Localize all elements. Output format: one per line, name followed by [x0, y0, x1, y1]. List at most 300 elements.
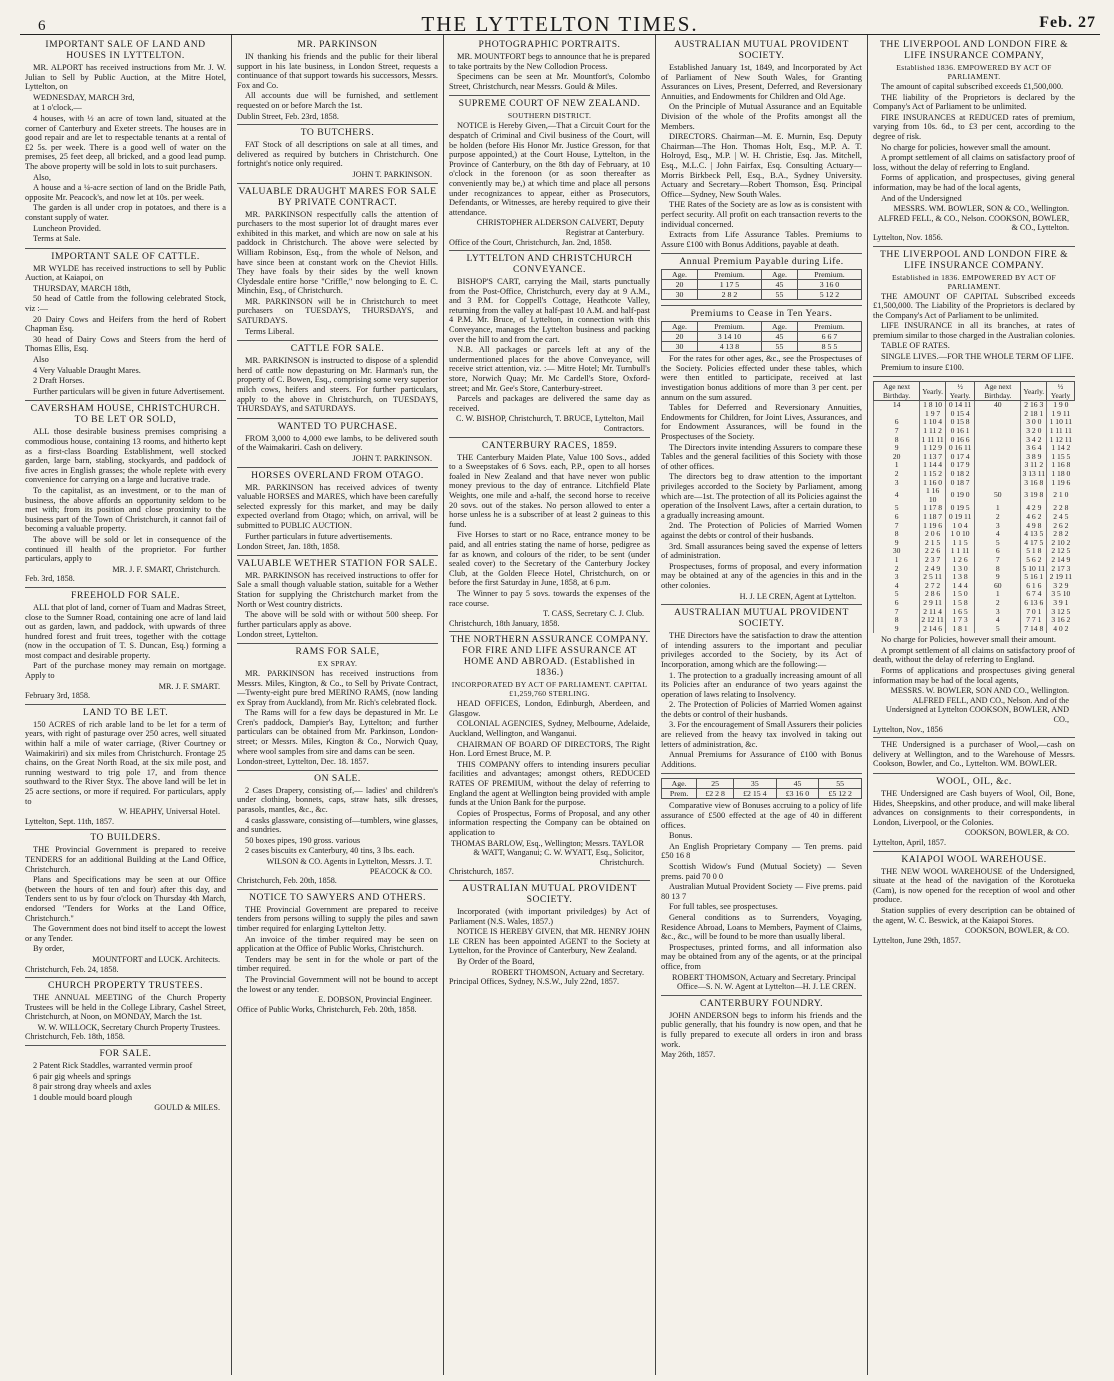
ad-body: [237, 52, 438, 111]
ad-date: May 26th, 1857.: [661, 1050, 716, 1060]
ad-title: CANTERBURY RACES, 1859.: [481, 439, 618, 451]
table-cell: 1: [874, 556, 920, 565]
table-cell: 2: [975, 513, 1021, 522]
table-cell: 7: [874, 522, 920, 531]
ad-paragraph: An English Proprietary Company — Ten prems. paid £50 16 8: [661, 841, 862, 861]
advertisement: [661, 254, 862, 306]
ad-signature: JOHN T. PARKINSON.: [352, 169, 432, 179]
ad-body: [237, 356, 438, 414]
table-row: [662, 280, 862, 290]
table-cell: 7 14 8: [1021, 625, 1047, 634]
table-header: Yearly.: [1021, 382, 1047, 401]
table-row: [874, 616, 1075, 625]
advertisement: [237, 184, 438, 342]
ad-paragraph: Annual Premiums for Assurance of £100 with Bonus Additions.: [661, 750, 862, 769]
advertisement: [237, 419, 438, 468]
table-cell: 9: [874, 444, 920, 453]
table-row: [874, 436, 1075, 445]
ad-paragraph: 2 Cases Drapery, consisting of,— ladies' and children's under clothing, bonnets, caps, straw hats, silk dresses, parasols, mantles, &c., &c.: [237, 785, 438, 815]
table-cell: 4 17 5: [1021, 539, 1047, 548]
ad-paragraph: CHAIRMAN OF BOARD OF DIRECTORS, The Right Hon. Lord Ernest Bruce, M. P.: [449, 739, 650, 759]
table-cell: 1 17 5: [697, 280, 761, 290]
ad-title: CATTLE FOR SALE.: [290, 343, 385, 355]
table-cell: 2 9 11: [920, 599, 946, 608]
ad-signature: MESSRS. W. BOWLER, SON AND CO., Wellington. ALFRED FELL, AND CO., Nelson. And of the Undersigned at Lyttelton COOKSON, BOWLER, AND CO.,: [885, 686, 1069, 725]
ad-paragraph: The directors beg to draw attention to the important privileges accorded to the Society by Parliament, among which are—1st. The protection of all its Policies against the operation of the Insolvent Laws, after a certain duration, to a gradually increasing amount.: [661, 472, 862, 520]
table-cell: 2: [874, 470, 920, 479]
table-row: [874, 547, 1075, 556]
ad-date: February 3rd, 1858.: [25, 691, 91, 701]
table-cell: 1 19 6: [1047, 479, 1075, 488]
ad-paragraph: All accounts due will be furnished, and settlement requested on or before March the 1st.: [237, 91, 438, 110]
table-cell: 1: [975, 590, 1021, 599]
ad-body: [449, 699, 650, 837]
ad-signature: COOKSON, BOWLER, & CO.: [964, 926, 1069, 936]
ad-paragraph: On the Principle of Mutual Assurance and an Equitable Division of the whole of the Profits amongst all the Members.: [661, 102, 862, 131]
table-cell: £2 15 4: [734, 789, 777, 799]
ad-body: [237, 786, 438, 856]
table-cell: 1 18 7: [920, 513, 946, 522]
table-cell: 1: [975, 504, 1021, 513]
ad-paragraph: The amount of capital subscribed exceeds £1,500,000.: [881, 82, 1064, 91]
premium-table: [661, 778, 862, 799]
ad-title: LYTTELTON AND CHRISTCHURCH CONVEYANCE.: [466, 253, 633, 276]
ad-paragraph: THE liability of the Proprietors is declared by the Company's Act of Parliament to be unlimited.: [873, 92, 1075, 112]
ad-paragraph: By order,: [33, 944, 65, 954]
table-cell: 3 16 2: [1047, 616, 1075, 625]
ad-signature: T. CASS, Secretary C. J. Club.: [543, 609, 644, 619]
table-cell: 5 10 11: [1022, 563, 1046, 573]
ad-body: [873, 867, 1075, 926]
issue-date: Feb. 27: [1039, 14, 1096, 31]
ad-body: [237, 905, 438, 994]
ad-paragraph: 150 ACRES of rich arable land to be let for a term of years, with right of pasturage over 250 acres, well situated within half a mile of water carriage, (River Courtney or Waimakiriri) and six miles from Christchurch. Frontage 25 chains, on the Great North Road, at the six mile post, and running westward to trig pole 17, and from thence southward to the River Styx. The above land will be let in 25 acre sections, or more if required. For particulars, apply to: [25, 719, 226, 806]
ad-title: Annual Premium Payable during Life.: [679, 256, 844, 268]
ad-paragraph: Comparative view of Bonuses accruing to a policy of life assurance of £500 effected at the age of 40 in different offices.: [661, 801, 862, 830]
ad-signature: C. W. BISHOP, Christchurch, T. BRUCE, Lyttelton, Mail Contractors.: [455, 414, 644, 433]
advertisement: [873, 37, 1075, 247]
ad-body: [661, 354, 862, 590]
masthead: [20, 6, 1100, 35]
ad-paragraph: A prompt settlement of all claims on satisfactory proof of death, without the delay of referring to England.: [873, 645, 1075, 665]
ad-body: [237, 210, 438, 337]
table-cell: 60: [975, 582, 1021, 591]
table-cell: 2 7 2: [920, 582, 946, 591]
table-cell: [975, 453, 1021, 462]
ad-paragraph: 2 Draft Horses.: [33, 376, 85, 386]
ad-title: PHOTOGRAPHIC PORTRAITS.: [478, 39, 621, 50]
ad-paragraph: No charge for policies, however small the amount.: [881, 142, 1051, 152]
table-cell: 7: [874, 608, 920, 617]
table-row: [662, 332, 862, 342]
ad-paragraph: MR. ALPORT has received instructions from Mr. J. W. Julian to Sell by Public Auction, at the Mitre Hotel, Lyttelton, on: [25, 63, 226, 92]
advertisement: [449, 881, 650, 990]
table-row: [874, 487, 1075, 504]
ad-paragraph: THURSDAY, MARCH 18th,: [33, 283, 131, 293]
ad-paragraph: MR. PARKINSON has received instructions from Messrs. Miles, Kington, & Co., to Sell by Private Contract, —Twenty-eight pure bred MERINO RAMS, (now landing ex Spray from Auckland), from Mr. Rich's celebrated flock.: [237, 668, 438, 707]
table-cell: 55: [761, 342, 797, 352]
ad-paragraph: To the capitalist, as an investment, or to the man of business, the above affords an opportunity seldom to be met with; from its position and close proximity to the business part of the Town of Christchurch, it cannot fail of becoming a valuable property.: [25, 485, 226, 534]
table-cell: [975, 418, 1021, 427]
table-cell: 2: [874, 565, 920, 574]
table-cell: 8: [975, 565, 1021, 574]
advertisement: [237, 341, 438, 419]
ad-body: [25, 1061, 226, 1102]
table-cell: 0 17 9: [945, 461, 974, 470]
ad-paragraph: TABLE OF RATES.: [881, 341, 950, 351]
table-cell: 3 8 9: [1021, 453, 1047, 462]
ad-title: THE LIVERPOOL AND LONDON FIRE & LIFE INSURANCE COMPANY.: [879, 248, 1069, 271]
ad-paragraph: By Order of the Board,: [457, 956, 535, 966]
table-cell: 3: [874, 479, 920, 488]
ad-body: [449, 907, 650, 967]
advertisement: [661, 306, 862, 605]
ad-date: Christchurch, Feb. 18th, 1858.: [25, 1032, 125, 1042]
advertisement: [873, 774, 1075, 852]
table-cell: 1 4 4: [945, 582, 974, 591]
advertisement: [449, 632, 650, 881]
table-cell: 7 7 1: [1021, 616, 1047, 625]
table-cell: 1 16 10: [920, 487, 946, 504]
ad-paragraph: An invoice of the timber required may be seen on application at the Office of Public Works, Christchurch.: [237, 934, 438, 954]
ad-body: [873, 292, 1075, 373]
table-cell: 2 8 2: [697, 290, 761, 300]
ad-date: Christchurch, Feb. 20th, 1858.: [237, 876, 337, 886]
table-cell: 6 1 6: [1021, 582, 1047, 591]
ad-paragraph: 50 head of Cattle from the following celebrated Stock, viz :—: [25, 294, 226, 314]
ad-date: Office of the Court, Christchurch, Jan. 2nd, 1858.: [449, 237, 612, 247]
table-cell: 2 12 11: [921, 615, 944, 625]
ad-paragraph: Copies of Prospectus, Forms of Proposal, and any other information respecting the Company can be obtained on application to: [449, 808, 650, 837]
ad-signature: H. J. LE CREN, Agent at Lyttelton.: [739, 591, 856, 601]
ad-signature: WILSON & CO. Agents in Lyttelton, Messrs. J. T. PEACOCK & CO.: [266, 857, 432, 876]
table-cell: 3 6 4: [1021, 444, 1047, 453]
table-cell: 2 16 3: [1021, 401, 1047, 410]
table-cell: 2 10 2: [1047, 539, 1075, 548]
table-cell: 5: [874, 504, 920, 513]
ad-paragraph: MR WYLDE has received instructions to sell by Public Auction, at Kaiapoi, on: [25, 263, 226, 283]
table-cell: 1 10 4: [920, 418, 946, 427]
advertisement: [237, 890, 438, 1018]
table-cell: 3 9 1: [1047, 599, 1075, 608]
table-cell: 0 15 4: [945, 410, 974, 419]
ad-date: Lyttelton, Nov. 1856.: [873, 232, 943, 242]
table-cell: 30: [662, 290, 698, 300]
table-cell: 2 18 1: [1021, 410, 1047, 419]
table-cell: 1 5 8: [945, 599, 974, 608]
table-cell: 1 8 10: [920, 401, 946, 410]
ad-title: MR. PARKINSON: [297, 39, 378, 50]
table-cell: 1 9 11: [1047, 410, 1075, 419]
ad-body: [449, 453, 650, 609]
ad-paragraph: 6 pair gig wheels and springs: [33, 1071, 131, 1081]
table-cell: 4: [975, 530, 1021, 539]
table-cell: 0 19 0: [945, 487, 974, 504]
table-cell: 55: [761, 290, 797, 300]
ad-paragraph: Also,: [33, 172, 51, 182]
table-cell: 3 16 8: [1021, 479, 1047, 488]
ad-paragraph: at 1 o'clock,—: [33, 103, 82, 113]
table-cell: 1 13 7: [920, 453, 946, 462]
ad-signature: ROBERT THOMSON, Actuary and Secretary. Principal Office—S. N. W. Agent at Lyttelton—H. J. LE CREN.: [671, 972, 856, 992]
table-cell: 1 1 5: [945, 539, 974, 548]
ad-paragraph: The above will be sold or let in consequence of the continued ill health of the proprietor. For further particulars, apply to: [25, 534, 226, 564]
ad-title: AUSTRALIAN MUTUAL PROVIDENT SOCIETY.: [674, 607, 849, 630]
ad-paragraph: Forms of application, and prospectuses, giving general information, may be had of the local agents,: [873, 173, 1075, 192]
table-row: [874, 590, 1075, 599]
table-cell: 1 0 10: [945, 530, 974, 539]
table-cell: 1 0 4: [945, 522, 974, 531]
table-cell: 2 4 5: [1047, 513, 1075, 522]
columns: [20, 35, 1100, 1375]
ad-date: London street, Lyttelton.: [237, 630, 318, 640]
table-cell: 5 16 1: [1021, 573, 1047, 582]
table-cell: 1 11 2: [920, 427, 946, 436]
ad-title: TO BUILDERS.: [90, 832, 161, 844]
ad-paragraph: 3. For the encouragement of Small Assurers their policies are relieved from the heavy tax involved in taking out letters of administration, &c.: [661, 720, 862, 749]
advertisement: [873, 247, 1075, 378]
table-cell: 1 9 0: [1047, 401, 1075, 410]
table-row: [874, 513, 1075, 522]
ad-paragraph: The Rams will for a few days be depastured in Mr. Le Cren's paddock, Dampier's Bay, Lyttelton; and further particulars can be obtained from Mr. Parkinson, London-street; or Messrs. Miles, Kington & Co., Norwich Quay, where wool samples from sire and dams can be seen.: [237, 708, 438, 756]
ad-paragraph: Further particulars in future advertisements.: [245, 531, 393, 541]
advertisement: [25, 37, 226, 249]
table-cell: [975, 427, 1021, 436]
ad-title: THE LIVERPOOL AND LONDON FIRE & LIFE INSURANCE COMPANY,: [879, 39, 1069, 61]
table-cell: [975, 444, 1021, 453]
table-cell: 3 2 9: [1047, 582, 1075, 591]
ad-subtitle: EX SPRAY.: [317, 658, 358, 668]
ad-signature: MR. J. F. SMART.: [158, 681, 220, 691]
advertisement: [661, 774, 862, 995]
ad-paragraph: NOTICE IS HEREBY GIVEN, that MR. HENRY JOHN LE CREN has been appointed AGENT to the Society at Lyttelton, for the Province of Canterbury, New Zealand.: [449, 927, 650, 956]
table-cell: 2 4 9: [920, 565, 946, 574]
advertisement: [661, 37, 862, 254]
advertisement: [25, 978, 226, 1046]
advertisement: [25, 830, 226, 978]
ad-body: [661, 63, 862, 249]
ad-body: [873, 789, 1075, 827]
ad-paragraph: 2nd. The Protection of Policies of Married Women against the debts or control of their husbands.: [661, 521, 862, 540]
ad-paragraph: NOTICE is Hereby Given,—That a Circuit Court for the despatch of Criminal and Civil business of the Court, will be holden (before His Honor Mr. Justice Gresson, for that purpose appointed,) at the Court House, Lyttelton, in the Province of Canterbury, on the 8th day of February, at 10 o'clock in the forenoon (or as soon thereafter as conveniently may be,) at which time and place all persons under recognizances to appear, either as Prosecutors, Defendants, or Witnesses, are hereby required to give their attendance.: [449, 121, 650, 217]
ad-paragraph: Parcels and packages are delivered the same day as received.: [449, 394, 650, 413]
table-header: Premium.: [697, 270, 761, 280]
table-cell: 5: [975, 539, 1021, 548]
table-cell: 2 14 9: [1047, 556, 1075, 565]
ad-paragraph: Terms at Sale.: [33, 234, 81, 244]
ad-paragraph: Forms of applications and prospectuses giving general information may be had of the local agents,: [873, 666, 1075, 685]
ad-paragraph: FROM 3,000 to 4,000 ewe lambs, to be delivered south of the Waimakariri. Cash on delivery.: [237, 433, 438, 453]
ad-paragraph: Station supplies of every description can be obtained of the agent, W. C. Beswick, at the Kaiapoi Stores.: [873, 905, 1075, 925]
table-cell: 1 9 7: [920, 410, 946, 419]
ad-paragraph: MR. PARKINSON has received advices of twenty valuable HORSES and MARES, which have been carefully selected expressly for this market, and may be daily expected overland from Otago; which, on arrival, will be submitted to PUBLIC AUCTION.: [237, 482, 438, 530]
ad-paragraph: 4 casks glassware, consisting of—tumblers, wine glasses, and sundries.: [237, 815, 438, 835]
table-cell: 3 0 0: [1021, 418, 1047, 427]
ad-body: [237, 434, 438, 453]
table-cell: £2 2 8: [697, 789, 734, 799]
ad-title: Premiums to Cease in Ten Years.: [690, 308, 833, 320]
table-header: Yearly.: [920, 382, 946, 401]
ad-paragraph: 20 Dairy Cows and Heifers from the herd of Robert Chapman Esq.: [25, 314, 226, 334]
ad-signature: MOUNTFORT and LUCK. Architects.: [92, 954, 220, 964]
ad-date: London Street, Jan. 18th, 1858.: [237, 542, 340, 552]
table-cell: 1 10 11: [1047, 418, 1075, 427]
ad-body: [25, 845, 226, 954]
table-cell: 4 9 8: [1021, 522, 1047, 531]
table-cell: 3: [874, 573, 920, 582]
table-cell: 1 3 8: [945, 573, 974, 582]
table-cell: 9: [975, 573, 1021, 582]
ad-signature: W. HEAPHY, Universal Hotel.: [118, 807, 220, 817]
table-cell: 2 8 2: [1047, 530, 1075, 539]
ad-date: Christchurch, Feb. 24, 1858.: [25, 964, 119, 974]
ad-paragraph: 50 boxes pipes, 190 gross. various: [245, 835, 361, 845]
premium-table: [661, 321, 862, 352]
ad-body: [237, 483, 438, 542]
ad-paragraph: THE Provincial Government is prepared to receive TENDERS for an additional Building at the Land Office, Christchurch.: [25, 845, 226, 874]
ad-signature: E. DOBSON, Provincial Engineer.: [318, 995, 432, 1005]
ad-paragraph: Incorporated (with important priviledges) by Act of Parliament (N.S. Wales, 1857.): [449, 906, 650, 926]
advertisement: [237, 556, 438, 644]
ad-paragraph: A prompt settlement of all claims on satisfactory proof of loss, without the delay of referring to England.: [873, 153, 1075, 172]
table-header: Premium.: [697, 322, 761, 332]
ad-date: Principal Offices, Sydney, N.S.W., July 22nd, 1857.: [449, 977, 620, 987]
ad-body: [661, 1011, 862, 1049]
table-header: Age.: [761, 322, 797, 332]
advertisement: [237, 644, 438, 771]
table-cell: 4 13 5: [1021, 530, 1047, 539]
table-cell: 2 19 11: [1047, 573, 1075, 582]
ad-body: [661, 631, 862, 769]
table-cell: 4: [874, 582, 920, 591]
ad-body: [661, 801, 862, 971]
table-cell: 2 6 2: [1047, 522, 1075, 531]
ad-paragraph: Further particulars will be given in future Advertisement.: [33, 386, 225, 396]
table-header: 35: [734, 779, 777, 789]
table-row: [874, 625, 1075, 634]
ad-body: [449, 52, 650, 91]
ad-paragraph: LIFE INSURANCE in all its branches, at rates of premium similar to those charged in the Australian colonies.: [873, 321, 1075, 340]
ad-paragraph: Established January 1st, 1849, and Incorporated by Act of Parliament of New South Wales, for Granting Assurances on Lives, Present, Deferred, and Reversionary Annuities, and Endowments for Children and Old Age.: [661, 63, 862, 101]
table-cell: 2: [975, 599, 1021, 608]
ad-title: SUPREME COURT OF NEW ZEALAND.: [458, 98, 641, 110]
ad-paragraph: Bonus.: [669, 831, 693, 841]
ad-paragraph: MR. MOUNTFORT begs to announce that he is prepared to take portraits by the New Collodion Process.: [449, 52, 650, 71]
ad-paragraph: JOHN ANDERSON begs to inform his friends and the public generally, that his foundry is now open, and that he is fully prepared to execute all orders in iron and brass work.: [661, 1010, 862, 1049]
ad-body: [237, 669, 438, 756]
ad-title: IMPORTANT SALE OF LAND AND HOUSES IN LYTTELTON.: [45, 39, 206, 61]
ad-paragraph: THE Directors have the satisfaction to draw the attention of intending assurers to the important and peculiar privileges accorded to the Society, by its Act of Incorporation, among which are the following:—: [661, 631, 862, 669]
table-cell: 0 19 11: [945, 513, 974, 522]
column-1: [20, 35, 232, 1375]
table-cell: 2 0 6: [920, 530, 946, 539]
ad-paragraph: 2. The Protection of Policies of Married Women against the debts or control of their husbands.: [661, 700, 862, 719]
advertisement: [25, 401, 226, 588]
ad-paragraph: FAT Stock of all descriptions on sale at all times, and delivered as required by butchers in Christchurch. One fortnight's notice only required.: [237, 140, 438, 169]
table-row: [874, 401, 1075, 410]
table-cell: 2 17 3: [1047, 565, 1075, 574]
ad-subtitle: Established in 1836. EMPOWERED BY ACT OF PARLIAMENT.: [891, 272, 1057, 291]
ad-paragraph: ALL those desirable business premises comprising a commodious house, containing 13 rooms, and hitherto kept as a first-class Boarding Establishment, well stocked garden, large barn, stabling, stockyards, and paddock of five acres in English grasses; the whole replete with every convenience for carrying on a large and lucrative trade.: [25, 427, 226, 485]
ad-paragraph: The above will be sold with or without 500 sheep. For further particulars apply as above.: [237, 610, 438, 629]
table-cell: 1: [874, 461, 920, 470]
ad-paragraph: Plans and Specifications may be seen at our Office (between the hours of ten and four) after this day, and Tenders sent to us by four o'clock on Thursday 4th March, endorsed "Tenders for Works at the Land Office, Christchurch.": [25, 875, 226, 923]
ad-body: [237, 571, 438, 630]
ad-signature: COOKSON, BOWLER, & CO.: [964, 828, 1069, 838]
table-cell: 1 8 1: [945, 625, 974, 634]
table-row: [874, 582, 1075, 591]
ad-paragraph: 2 Patent Rick Staddles, warranted vermin proof: [33, 1061, 193, 1071]
table-cell: 2 1 0: [1047, 487, 1075, 504]
table-cell: 1 16 8: [1047, 461, 1075, 470]
ad-paragraph: Also: [33, 355, 49, 365]
ad-title: NOTICE TO SAWYERS AND OTHERS.: [249, 891, 426, 903]
page-number: 6: [38, 18, 46, 34]
ad-paragraph: 1 double mould board plough: [33, 1092, 133, 1102]
advertisement: [661, 996, 862, 1063]
ad-date: Lyttelton, April, 1857.: [873, 837, 947, 847]
table-cell: 3 4 2: [1021, 436, 1047, 445]
table-cell: £3 16 0: [776, 789, 819, 799]
ad-paragraph: BISHOP'S CART, carrying the Mail, starts punctually from the Post-Office, Christchurch, every day at 9 A.M., and 3 P.M. for Coppell's Cottage, Heathcote Valley, returning from the valley at half-past 10 A.M. and half-past 4 P.M. Mr. Bruce, of Lyttelton, in connection with this Conveyance, manages the Lyttelton business and packing over the hill to and from the cart.: [449, 277, 650, 344]
table-cell: [975, 461, 1021, 470]
table-cell: 4: [975, 616, 1021, 625]
advertisement: [873, 852, 1075, 949]
table-cell: 9: [874, 625, 920, 634]
table-cell: 4: [874, 487, 920, 504]
ad-paragraph: A house and a ¼-acre section of land on the Bridle Path, opposite Mr. Peacock's, and now let at 10s. per week.: [25, 183, 226, 202]
ad-paragraph: THE ANNUAL MEETING of the Church Property Trustees will be held in the College Library, Cashel Street, Christchurch, at Noon, on MONDAY, March the 1st.: [25, 993, 226, 1022]
ad-paragraph: No charge for Policies, however small their amount.: [881, 635, 1056, 645]
ad-body: [25, 427, 226, 563]
ad-title: WANTED TO PURCHASE.: [277, 420, 398, 432]
table-cell: 1 14 2: [1047, 444, 1075, 453]
table-header: ½ Yearly: [1047, 382, 1075, 401]
table-cell: 6: [874, 599, 920, 608]
table-cell: 8 5 5: [797, 342, 861, 352]
ad-signature: CHRISTOPHER ALDERSON CALVERT, Deputy Registrar at Canterbury.: [476, 218, 644, 237]
table-cell: 3 14 10: [697, 332, 761, 342]
table-cell: 1 11 11: [1047, 427, 1075, 436]
ad-paragraph: Five Horses to start or no Race, entrance money to be paid, and all entries stating the name of horse, pedigree as far as known, and colours of the rider, to be sent (under sealed cover) to the Secretary of the Canterbury Jockey Club, at the Golden Fleece Hotel, Christchurch, on or before the first Saturday in June, 1858, at 6 p.m.: [449, 530, 650, 588]
table-row: [874, 539, 1075, 548]
table-cell: 30: [662, 342, 698, 352]
table-cell: 8: [874, 530, 920, 539]
table-row: [874, 565, 1075, 574]
table-row: [662, 290, 862, 300]
ad-title: THE NORTHERN ASSURANCE COMPANY. FOR FIRE AND LIFE ASSURANCE AT HOME AND ABROAD. (Established in 1836.): [450, 634, 649, 679]
table-cell: 1 15 2: [920, 470, 946, 479]
ad-paragraph: Premium to insure £100.: [881, 362, 964, 372]
table-cell: 50: [975, 487, 1021, 504]
table-cell: 7: [975, 556, 1021, 565]
table-row: [874, 522, 1075, 531]
ad-title: CANTERBURY FOUNDRY.: [699, 997, 824, 1009]
table-cell: 0 16 6: [945, 436, 974, 445]
column-4: [656, 35, 868, 1375]
ad-paragraph: 1. The protection to a gradually increasing amount of all its Policies after an endurance of two years against the operation of laws relating to Insolvency.: [661, 670, 862, 699]
ad-body: [449, 121, 650, 217]
advertisement: [873, 738, 1075, 774]
advertisement: [237, 37, 438, 125]
table-row: [874, 427, 1075, 436]
table-row: [874, 470, 1075, 479]
table-cell: 0 16 11: [945, 444, 974, 453]
table-cell: 6: [874, 418, 920, 427]
table-cell: 5: [874, 590, 920, 599]
table-cell: 3 19 8: [1021, 487, 1047, 504]
advertisement: [25, 588, 226, 705]
